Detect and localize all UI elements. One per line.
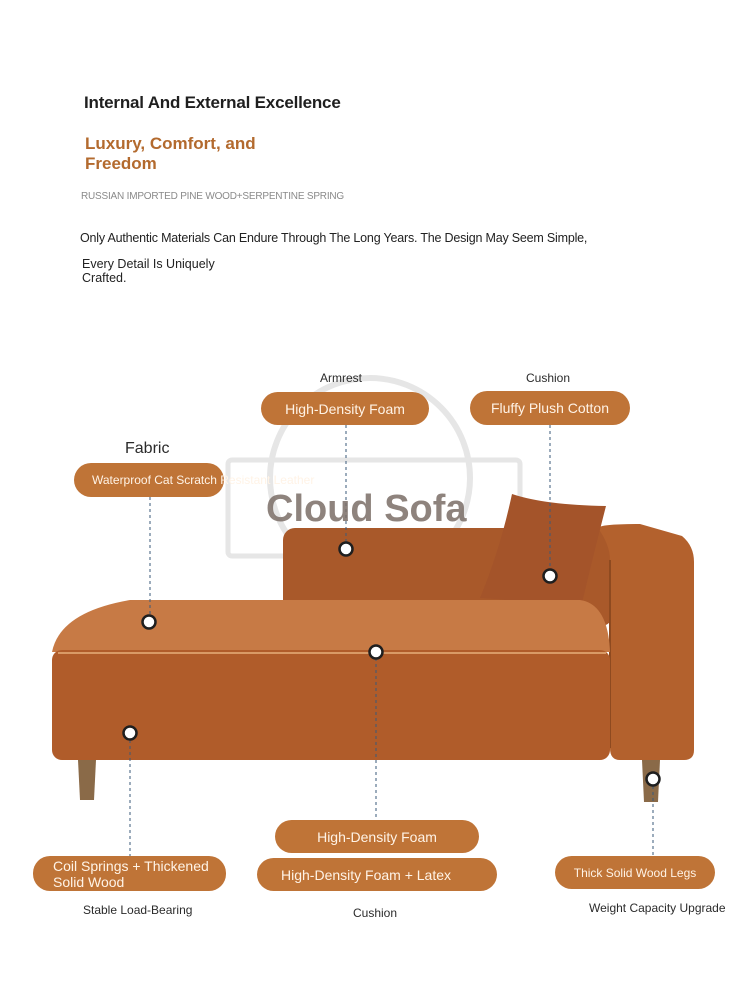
section-title: Internal And External Excellence (84, 93, 341, 112)
sofa-armrest (598, 524, 694, 760)
section-subtitle: Luxury, Comfort, and Freedom (85, 134, 256, 173)
fabric-label: Fabric (125, 440, 170, 457)
base-label: Stable Load-Bearing (83, 903, 193, 917)
seat-pill-latex: High-Density Foam + Latex (257, 858, 497, 891)
material-tagline: RUSSIAN IMPORTED PINE WOOD+SERPENTINE SPRING (81, 191, 345, 202)
seat-pill-foam: High-Density Foam (275, 820, 479, 853)
legs-label: Weight Capacity Upgrade (589, 901, 726, 915)
cushion-top-label: Cushion (526, 371, 571, 385)
sofa-seat-top (52, 600, 610, 652)
armrest-pill: High-Density Foam (261, 392, 429, 425)
armrest-label: Armrest (320, 371, 362, 385)
description-line-2: Every Detail Is Uniquely Crafted. (82, 257, 215, 285)
legs-pill: Thick Solid Wood Legs (555, 856, 715, 889)
description-line-1: Only Authentic Materials Can Endure Through The Long Years. The Design May Seem Simple, (80, 231, 588, 245)
seat-label: Cushion (353, 906, 398, 920)
cushion-top-pill: Fluffy Plush Cotton (470, 391, 630, 425)
watermark-text: Cloud Sofa (266, 488, 467, 530)
sofa-seat-front (52, 650, 610, 760)
base-pill: Coil Springs + Thickened Solid Wood (33, 856, 226, 891)
fabric-pill: Waterproof Cat Scratch Resistant Leather (74, 463, 224, 497)
sofa-leg-left (78, 760, 96, 800)
